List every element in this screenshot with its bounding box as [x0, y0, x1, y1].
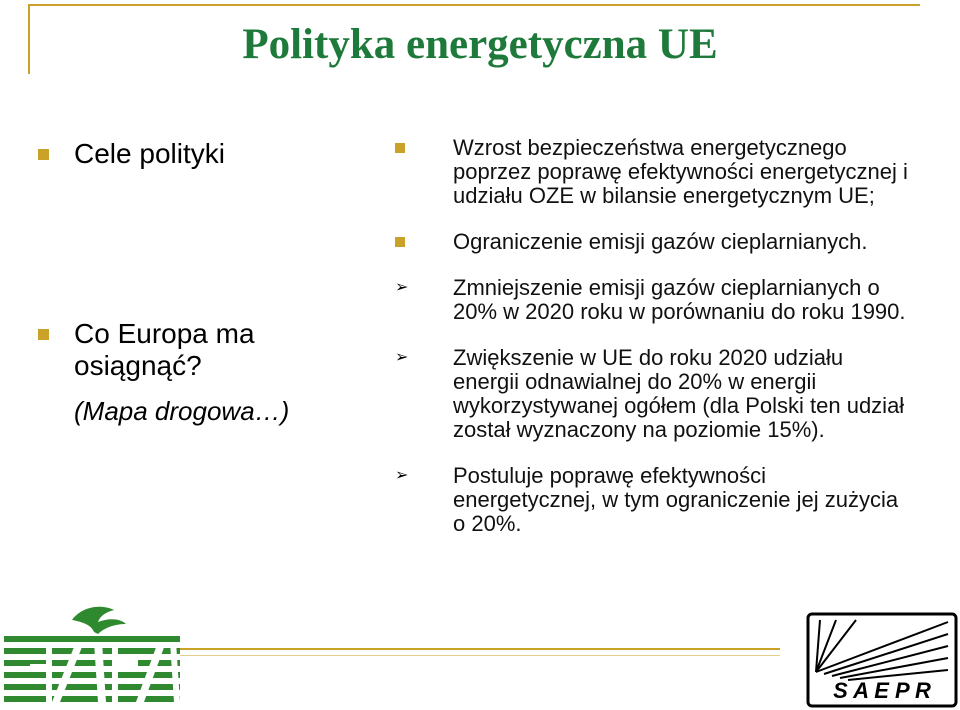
- list-item-text: Zmniejszenie emisji gazów cieplarnianych o 20% w 2020 roku w porównaniu do roku 1990.: [453, 275, 906, 324]
- fapa-logo: [2, 602, 182, 704]
- left-item-label: Co Europa ma osiągnąć?: [74, 318, 255, 381]
- left-item-label: (Mapa drogowa…): [74, 396, 290, 426]
- left-item-label: Cele polityki: [74, 138, 225, 169]
- list-item: [395, 136, 915, 208]
- fapa-logo-text: FAPA: [90, 702, 94, 703]
- arrow-bullet-icon: ➢: [395, 279, 409, 296]
- arrow-bullet-icon: ➢: [395, 349, 409, 366]
- list-item: [395, 346, 915, 442]
- frame-bottom-line-thin: [180, 655, 780, 656]
- leaf-icon: [72, 607, 126, 634]
- square-bullet-icon: [395, 237, 405, 247]
- square-bullet-icon: [395, 143, 405, 153]
- left-item-cele: [38, 138, 358, 170]
- frame-top-line: [28, 4, 920, 6]
- list-item-text: Wzrost bezpieczeństwa energetycznego poprzez poprawę efektywności energetycznej i udziału OZE w bilansie energetycznym UE;: [453, 135, 908, 208]
- list-item: [395, 276, 915, 324]
- right-column: [395, 136, 915, 536]
- left-column: [38, 135, 358, 427]
- saepr-logo-text: S A E P R: [833, 678, 931, 703]
- frame-bottom-line: [180, 648, 780, 650]
- list-item-text: Postuluje poprawę efektywności energetycznej, w tym ograniczenie jej zużycia o 20%.: [453, 463, 899, 536]
- saepr-logo: [806, 612, 958, 708]
- list-item-text: Zwiększenie w UE do roku 2020 udziału energii odnawialnej do 20% w energii wykorzystywanej ogółem (dla Polski ten udział został wyznaczony na poziomie 15%).: [453, 345, 905, 442]
- square-bullet-icon: [38, 149, 49, 160]
- list-item-text: Ograniczenie emisji gazów cieplarnianych.: [453, 229, 868, 254]
- left-item-co-europa: [38, 318, 358, 382]
- list-item: [395, 464, 915, 536]
- list-item: [395, 230, 915, 254]
- slide-title: Polityka energetyczna UE: [242, 21, 718, 68]
- square-bullet-icon: [38, 329, 49, 340]
- left-item-mapa: [38, 395, 358, 427]
- arrow-bullet-icon: ➢: [395, 467, 409, 484]
